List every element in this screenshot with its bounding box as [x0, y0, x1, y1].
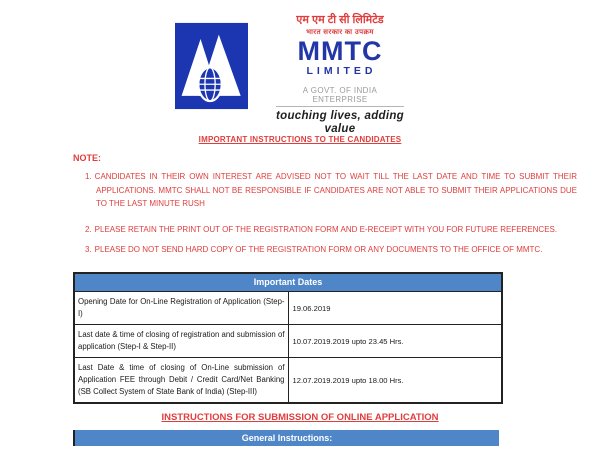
company-tagline: touching lives, adding value: [276, 110, 404, 135]
date-value: 12.07.2019.2019 upto 18.00 Hrs.: [288, 358, 502, 404]
date-event-label: Opening Date for On-Line Registration of Application (Step-I): [74, 292, 288, 325]
note-label: NOTE:: [73, 153, 101, 163]
date-event-label: Last Date & time of closing of On-Line submission of Application FEE through Debit / Credit Card/Net Banking (SB Collect System of State Bank of India) (Step-III): [74, 358, 288, 404]
table-row: [74, 292, 502, 325]
note-text: PLEASE DO NOT SEND HARD COPY OF THE REGISTRATION FORM OR ANY DOCUMENTS TO THE OFFICE OF MMTC.: [94, 245, 543, 254]
list-item: [85, 170, 577, 211]
mountain-globe-icon: [175, 22, 248, 110]
hindi-govt-line: भारत सरकार का उपक्रम: [306, 29, 374, 36]
note-number: 2.: [85, 224, 92, 234]
list-item: [85, 243, 577, 257]
table-row: [74, 358, 502, 404]
list-item: [85, 223, 577, 237]
general-instructions-header: General Instructions:: [73, 430, 499, 446]
company-limited-label: LIMITED: [306, 65, 377, 77]
table-row: [74, 325, 502, 358]
submission-instructions-title: INSTRUCTIONS FOR SUBMISSION OF ONLINE APPLICATION: [161, 412, 439, 423]
govt-enterprise-line: A GOVT. OF INDIA ENTERPRISE: [276, 86, 404, 107]
mmtc-logo: [175, 22, 248, 110]
company-name: MMTC: [297, 36, 383, 66]
table-title: Important Dates: [74, 273, 502, 292]
hindi-company-name: एम एम टी सी लिमिटेड: [296, 14, 384, 26]
important-instructions-title: IMPORTANT INSTRUCTIONS TO THE CANDIDATES: [198, 135, 402, 144]
notes-list: [85, 170, 577, 257]
note-number: 3.: [85, 245, 92, 254]
table-header-row: [74, 273, 502, 292]
date-event-label: Last date & time of closing of registration and submission of application (Step-I & Step-II): [74, 325, 288, 358]
note-text: CANDIDATES IN THEIR OWN INTEREST ARE ADVISED NOT TO WAIT TILL THE LAST DATE AND TIME TO SUBMIT THEIR APPLICATIONS. MMTC SHALL NOT BE RESPONSIBLE IF CANDIDATES ARE NOT ABLE TO SUBMIT THEIR APPLICATIONS DUE TO THE LAST MINUTE RUSH: [94, 172, 577, 208]
date-value: 10.07.2019.2019 upto 23.45 Hrs.: [288, 325, 502, 358]
note-text: PLEASE RETAIN THE PRINT OUT OF THE REGISTRATION FORM AND E-RECEIPT WITH YOU FOR FUTURE REFERENCES.: [94, 224, 558, 234]
date-value: 19.06.2019: [288, 292, 502, 325]
mmtc-wordmark: [276, 13, 404, 136]
note-number: 1.: [85, 172, 92, 181]
important-dates-table: [73, 272, 503, 404]
